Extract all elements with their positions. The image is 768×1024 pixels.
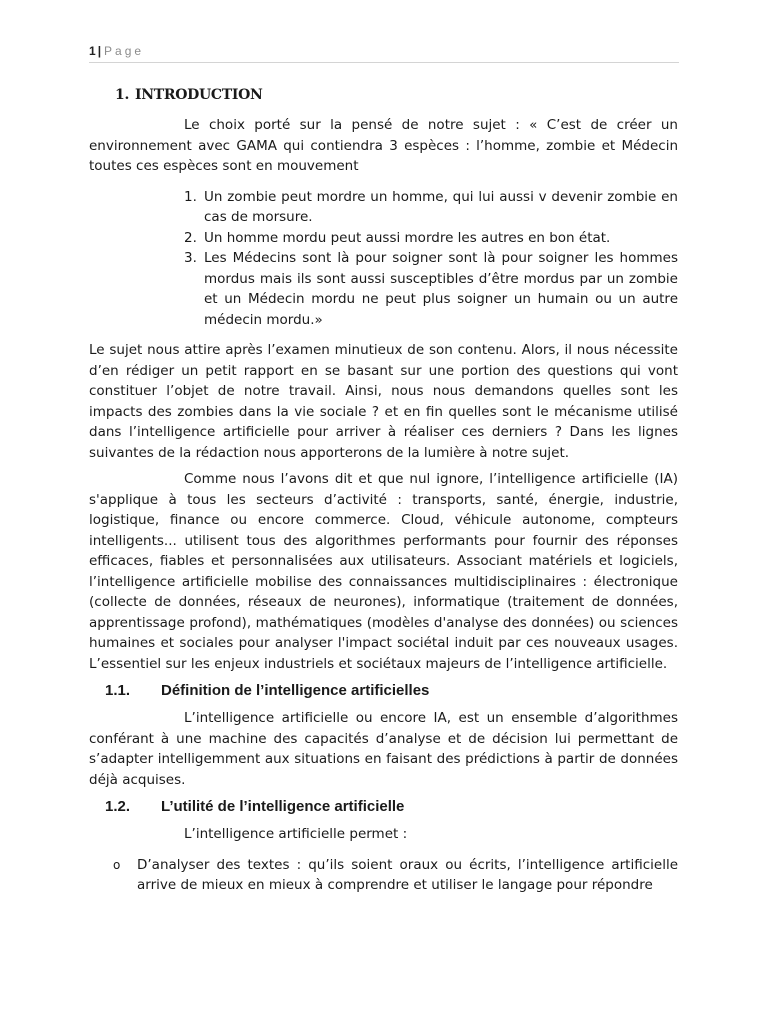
ai-overview-paragraph: Comme nous l’avons dit et que nul ignore, l’intelligence artificielle (IA) s'applique à tous les secteurs d’activité : transports, santé, énergie, industrie, logistique, finance ou encore commerce. Cloud, véhicule autonome, compteurs intelligents... utilisent tous des algorithmes performants pour fournir des réponses efficaces, fiables et personnalisées aux utilisateurs. Associant matériels et logiciels, l’intelligence artificielle mobilise des connaissances multidisciplinaires : électronique (collecte de données, réseaux de neurones), informatique (traitement de données, apprentissage profond), mathématiques (modèles d'analyse des données) ou sciences humaines et sociales pour analyser l'impact sociétal induit par ces nouveaux usages. L’essentiel sur les enjeux industriels et sociétaux majeurs de l’intelligence artificielle. (89, 471, 678, 672)
section-heading-definition (89, 680, 678, 702)
section-number: 1.2. (105, 798, 131, 815)
section-title: Définition de l’intelligence artificielles (161, 682, 430, 699)
section-heading-introduction (115, 85, 678, 105)
list-item (184, 248, 678, 330)
list-item-number: 2. (184, 229, 197, 246)
intro-paragraph: Le choix porté sur la pensé de notre sujet : « C’est de créer un environnement avec GAMA qui contiendra 3 espèces : l’homme, zombie et Médecin toutes ces espèces sont en mouvement (89, 117, 678, 174)
definition-paragraph: L’intelligence artificielle ou encore IA, est un ensemble d’algorithmes conférant à une machine des capacités d’analyse et de décision lui permettant de s’adapter intelligemment aux situations en faisant des prédictions à partir de données déjà acquises. (89, 710, 678, 788)
section-title: INTRODUCTION (135, 87, 263, 103)
subject-paragraph: Le sujet nous attire après l’examen minutieux de son contenu. Alors, il nous nécessite d’en rédiger un petit rapport en se basant sur une portion des questions qui vont constituer l’objet de notre travail. Ainsi, nous nous demandons quelles sont les impacts des zombies dans la vie sociale ? et en fin quelles sont le mécanisme utilisé dans l’intelligence artificielle pour arriver à réaliser ces derniers ? Dans les lignes suivantes de la rédaction nous apporterons de la lumière à notre sujet. (89, 342, 678, 461)
utility-list (89, 855, 678, 896)
section-number: 1.1. (105, 682, 131, 699)
list-item (184, 228, 678, 249)
list-item-number: 1. (184, 188, 197, 205)
list-item-text: Les Médecins sont là pour soigner sont là pour soigner les hommes mordus mais ils sont aussi susceptibles d’être mordus par un zombie et un Médecin mordu ne peut plus soigner un humain ou un autre médecin mordu.» (204, 250, 678, 328)
list-item (184, 187, 678, 228)
species-rules-list (184, 187, 678, 331)
page-word: Page (104, 44, 145, 58)
utility-intro: L’intelligence artificielle permet : (184, 826, 408, 842)
list-item (89, 855, 678, 896)
page-header (89, 43, 679, 63)
list-item-text: Un homme mordu peut aussi mordre les autres en bon état. (204, 229, 611, 246)
document-body (89, 85, 678, 896)
section-number: 1. (115, 87, 130, 103)
list-item-text: D’analyser des textes : qu’ils soient oraux ou écrits, l’intelligence artificielle arrive de mieux en mieux à comprendre et utiliser le langage pour répondre (137, 856, 678, 893)
list-item-text: Un zombie peut mordre un homme, qui lui aussi v devenir zombie en cas de morsure. (204, 188, 678, 225)
section-title: L’utilité de l’intelligence artificielle (161, 798, 405, 815)
bullet-marker: o (113, 857, 121, 872)
page-number: 1 (89, 44, 96, 58)
list-item-number: 3. (184, 250, 197, 266)
header-separator: | (97, 44, 102, 58)
section-heading-utility (89, 796, 678, 818)
